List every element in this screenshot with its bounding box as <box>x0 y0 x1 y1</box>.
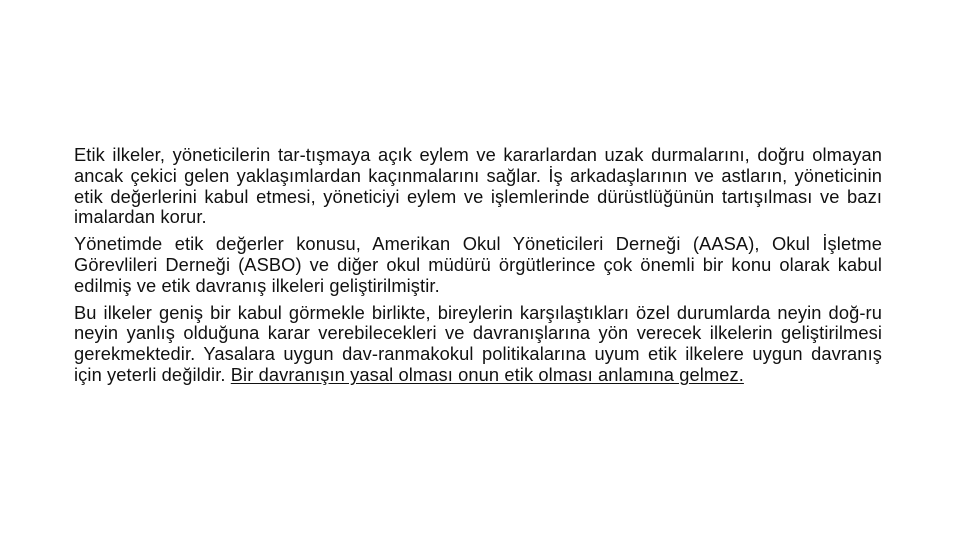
paragraph-ethics-principles <box>74 145 882 228</box>
paragraph-ethics-associations <box>74 234 882 296</box>
text-body <box>74 145 882 386</box>
paragraph-1-text: Etik ilkeler, yöneticilerin tar-tışmaya açık eylem ve kararlardan uzak durmalarını, doğru olmayan ancak çekici gelen yaklaşımlardan kaçınmalarını sağlar. İş arkadaşlarının ve astların, yöneticinin etik değerlerini kabul etmesi, yöneticiyi eylem ve işlemlerinde dürüstlüğünün tartışılması ve bazı imalardan korur. <box>74 144 882 228</box>
paragraph-3-text: Bu ilkeler geniş bir kabul görmekle birlikte, bireylerin karşılaştıkları özel durumlarda neyin doğ-ru neyin yanlış olduğuna karar verebilecekleri ve davranışlarına yön verecek ilkelerin geliştirilmesi gerekmektedir. Yasalara uygun dav-ranmakokul politikalarına uyum etik ilkelere uygun davranış için yeterli değildir. <box>74 301 882 385</box>
paragraph-2-text: Yönetimde etik değerler konusu, Amerikan Okul Yöneticileri Derneği (AASA), Okul İşletme Görevlileri Derneği (ASBO) ve diğer okul müdürü örgütlerince çok önemli bir konu olarak kabul edilmiş ve etik davranış ilkeleri geliştirilmiştir. <box>74 233 882 296</box>
paragraph-ethics-legality <box>74 303 882 386</box>
paragraph-3-underlined-sentence: Bir davranışın yasal olması onun etik olması anlamına gelmez. <box>230 363 744 385</box>
